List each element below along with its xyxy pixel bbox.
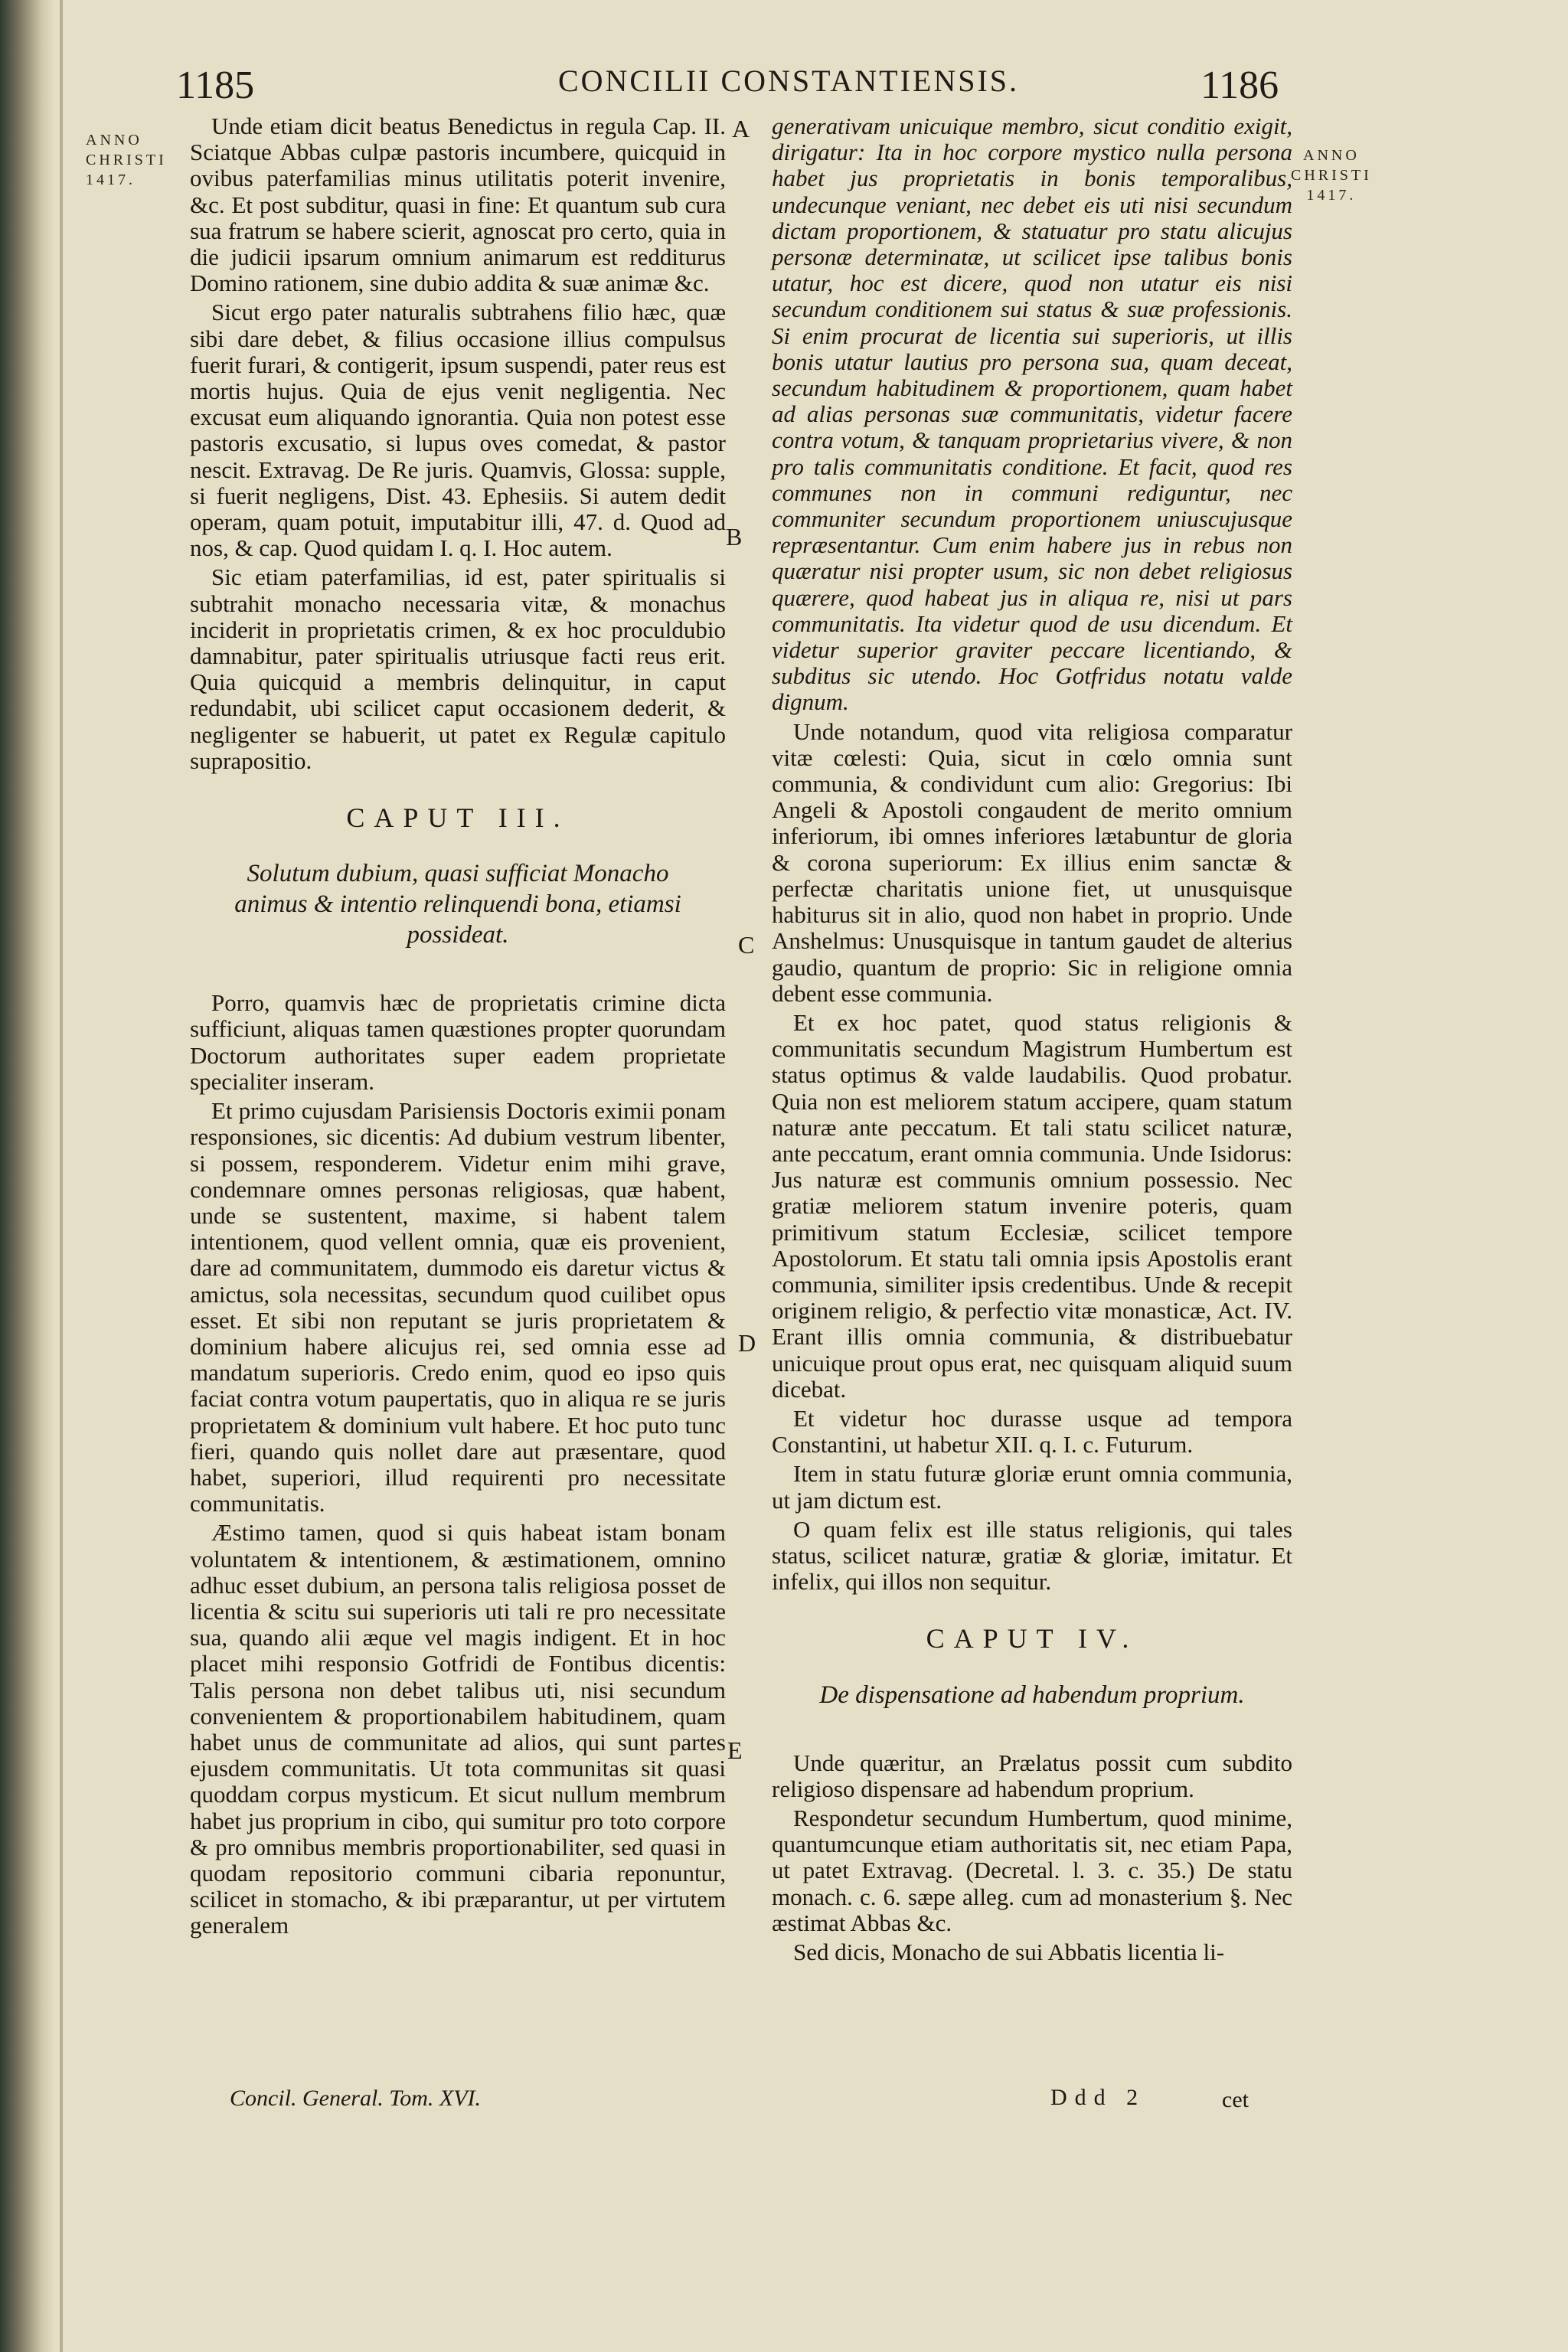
paragraph: generativam unicuique membro, sicut conditio exigit, dirigatur: Ita in hoc corpore mystico nulla persona habet jus proprietatis in bonis temporalibus, undecunque veniant, nec debet eis uti nisi secundum dictam proportionem, & statuatur pro statu alicujus personæ determinatæ, ut scilicet ipse talibus bonis utatur, hoc est dicere, quod non utatur eis nisi secundum conditionem sui status & suæ professionis. Si enim procurat de licentia sui superioris, ut illis bonis utatur lautius pro persona sua, quam deceat, secundum habitudinem & proportionem, quam habet ad alias personas suæ communitatis, videtur facere contra votum, & tanquam proprietarius vivere, & non pro talis communitatis conditione. Et facit, quod res communes non in communi rediguntur, nec communiter secundum proportionem uniuscujusque repræsentantur. Cum enim habere jus in rebus non quæratur nisi propter usum, sic non debet religiosus quærere, quod habeat jus in aliqua re, nisi ut pars communitatis. Ita videtur quod de usu dicendum. Et videtur superior graviter peccare licentiando, & subditus sic utendo. Hoc Gotfridus notatu valde dignum.: [772, 113, 1292, 716]
chapter-subtitle: Solutum dubium, quasi sufficiat Monacho animus & intentio relinquendi bona, etiamsi possideat.: [234, 860, 681, 949]
paragraph: Et videtur hoc durasse usque ad tempora Constantini, ut habetur XII. q. I. c. Futurum.: [772, 1404, 1292, 1459]
paragraph: Sic etiam paterfamilias, id est, pater spiritualis si subtrahit monacho necessaria vitæ, & monachus inciderit in proprietatis crimen, & ex hoc proculdubio damnabitur, pater spiritualis utriusque facti reus erit. Quia quicquid a membris delinquitur, in caput redundabit, ubi scilicet caput occasionem dederit, & negligenter se habuerit, ut patet ex Regulæ capitulo suprapositio.: [190, 564, 726, 774]
book-gutter: [0, 0, 55, 2352]
margin-letter-b: B: [726, 523, 743, 550]
paragraph: Item in statu futuræ gloriæ erunt omnia communia, ut jam dictum est.: [772, 1460, 1292, 1514]
right-column: [772, 113, 1292, 1968]
margin-letter-a: A: [732, 115, 750, 142]
side-note-line: ANNO: [1303, 147, 1360, 164]
side-note-left: [86, 130, 167, 190]
paragraph: Porro, quamvis hæc de proprietatis crimine dicta sufficiunt, aliquas tamen quæstiones propter quorundam Doctorum authoritates super eadem proprietate specialiter inseram.: [190, 989, 726, 1095]
paragraph: Sed dicis, Monacho de sui Abbatis licentia li-: [793, 1939, 1225, 1965]
margin-letter-c: C: [738, 931, 755, 959]
paragraph: Unde notandum, quod vita religiosa comparatur vitæ cœlesti: Quia, sicut in cœlo omnia sunt communia, & condividunt cum alio: Gregorius: Ibi Angeli & Apostoli congaudent de merito omnium inferiorum, ibi omnes inferiores lætabuntur de gloria & corona superiorum: Ex illius enim sanctæ & perfectæ charitatis unione fiet, ut unusquisque habiturus sit in alio, quod non habet in proprio. Unde Anshelmus: Unusquisque in tantum gaudet de alterius gaudio, quantum de proprio: Sic in religione omnia debent esse communia.: [772, 717, 1292, 1007]
signature-mark: Ddd 2: [1050, 2085, 1146, 2110]
paragraph: Et ex hoc patet, quod status religionis & communitatis secundum Magistrum Humbertum est status optimus & valde laudabilis. Quod probatur. Quia non est meliorem statum accipere, quam statum naturæ ante peccatum. Et tali statu scilicet naturæ, ante peccatum, erant omnia communia. Unde Isidorus: Jus naturæ est communis omnium possessio. Nec gratiæ meliorem statum invenire poteris, quam primitivum statum Ecclesiæ, scilicet tempore Apostolorum. Et statu tali omnia ipsis Apostolis erant communia, similiter ipsis credentibus. Unde & recepit originem religio, & perfectio vitæ monasticæ, Act. IV. Erant illis omnia communia, & distribuebatur unicuique prout opus erat, nec quisquam aliquid suum dicebat.: [772, 1008, 1292, 1403]
chapter-subtitle: De dispensatione ad habendum proprium.: [819, 1681, 1245, 1709]
page-edge: [60, 0, 63, 2352]
chapter-heading: CAPUT IV.: [926, 1623, 1138, 1655]
paragraph: Sicut ergo pater naturalis subtrahens filio hæc, quæ sibi dare debet, & filius occasione illius compulsus fuerit furari, & contigerit, ipsum suspendi, pater reus est mortis hujus. Quia de ejus venit negligentia. Nec excusat eum aliquando ignorantia. Quia non potest esse pastoris excusatio, si lupus oves comedat, & pastor nescit. Extravag. De Re juris. Quamvis, Glossa: supple, si fuerit negligens, Dist. 43. Ephesiis. Si autem dedit operam, quam potuit, imputabitur illi, 47. d. Quod ad nos, & cap. Quod quidam I. q. I. Hoc autem.: [190, 299, 726, 562]
paragraph: Unde etiam dicit beatus Benedictus in regula Cap. II. Sciatque Abbas culpæ pastoris incumbere, quicquid in ovibus paterfamilias minus utilitatis poterit invenire, &c. Et post subditur, quasi in fine: Et quantum sub cura sua fratrum se habere scierit, agnoscat pro certo, quia in die judicii ipsarum omnium animarum est redditurus Domino rationem, sine dubio addita & suæ animæ &c.: [190, 113, 726, 297]
page-number-left: 1185: [176, 64, 255, 107]
side-note-line: 1417.: [86, 172, 136, 188]
side-note-line: 1417.: [1306, 187, 1357, 204]
paragraph: Respondetur secundum Humbertum, quod minime, quantumcunque etiam authoritatis sit, nec etiam Papa, ut patet Extravag. (Decretal. l. 3. c. 35.) De statu monach. c. 6. sæpe alleg. cum ad monasterium §. Nec æstimat Abbas &c.: [772, 1804, 1292, 1936]
left-column: [190, 113, 726, 1942]
paragraph: Unde quæritur, an Prælatus possit cum subdito religioso dispensare ad habendum proprium.: [772, 1749, 1292, 1802]
side-note-line: CHRISTI: [86, 152, 167, 168]
side-note-line: ANNO: [86, 132, 142, 149]
chapter-heading: CAPUT III.: [346, 802, 570, 834]
margin-letter-d: D: [738, 1329, 756, 1357]
running-title: CONCILII CONSTANTIENSIS.: [557, 64, 1020, 98]
margin-letter-e: E: [727, 1736, 743, 1764]
paragraph: Æstimo tamen, quod si quis habeat istam bonam voluntatem & intentionem, & æstimationem, omnino adhuc esset dubium, an persona talis religiosa posset de licentia & scitu sui superioris uti tali re pro necessitate sua, quando alii æque vel magis indigent. Et in hoc placet mihi responsio Gotfridi de Fontibus dicentis: Talis persona non debet talibus uti, nisi secundum convenientem & proportionabilem habitudinem, quam habet unus de communitate ad alios, qui sunt partes ejusdem communitatis. Ut tota communitas sit quasi quoddam corpus mysticum. Et sicut nullum membrum habet jus proprium in cibo, qui sumitur pro toto corpore & pro omnibus membris proportionabiliter, sed quasi in quodam repositorio communi cibaria reponuntur, scilicet in stomacho, & ibi præparantur, ut per virtutem generalem: [190, 1519, 726, 1939]
side-note-right: [1291, 145, 1372, 205]
catchword: cet: [1222, 2087, 1249, 2112]
paragraph: O quam felix est ille status religionis, qui tales status, scilicet naturæ, gratiæ & gloriæ, imitatur. Et infelix, qui illos non sequitur.: [772, 1515, 1292, 1596]
page-number-right: 1186: [1200, 64, 1279, 107]
side-note-line: CHRISTI: [1291, 167, 1372, 184]
paragraph: Et primo cujusdam Parisiensis Doctoris eximii ponam responsiones, sic dicentis: Ad dubium vestrum libenter, si possem, responderem. Videtur enim mihi grave, condemnare omnes personas religiosas, quæ habent, unde se sustentent, maxime, si habent talem intentionem, quod vellent omnia, quæ eis provenient, dare ad communitatem, dummodo eis daretur victus & amictus, sola necessitas, secundum quod cuilibet opus esset. Et sibi non reputant se juris proprietatem & dominium habere alicujus rei, sed omnia esse ad mandatum superioris. Credo enim, quod eo ipso quis faciat contra votum paupertatis, quo in aliqua re se juris proprietatem & dominium vult habere. Et hoc puto tunc fieri, quando quis nollet dare aut præsentare, quod habet, superiori, illud requirenti pro necessitate communitatis.: [190, 1097, 726, 1517]
footer-note: Concil. General. Tom. XVI.: [230, 2086, 482, 2111]
